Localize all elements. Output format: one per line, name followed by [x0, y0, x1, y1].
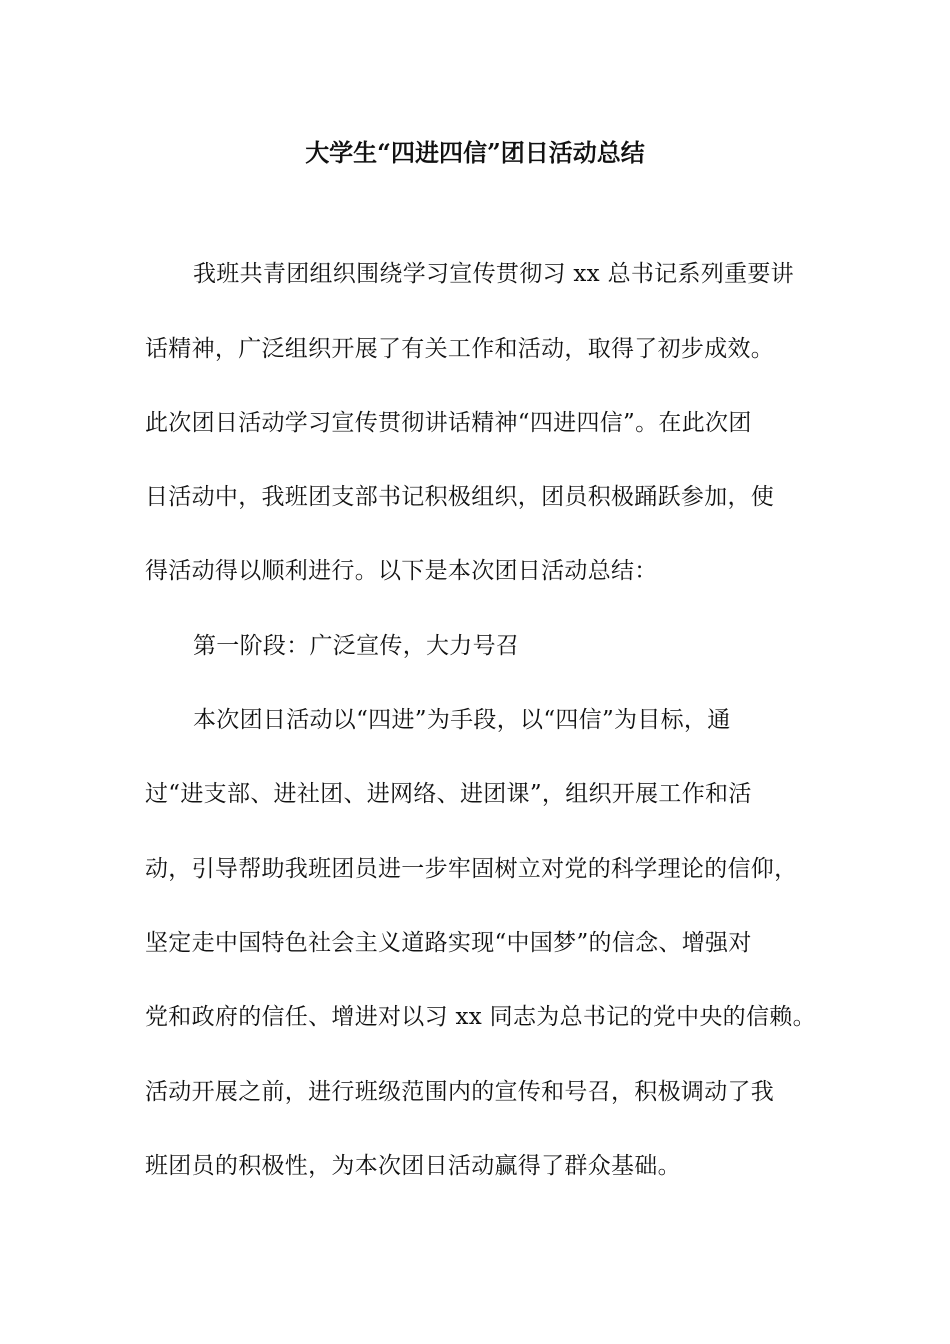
- paragraph-line: 我班共青团组织围绕学习宣传贯彻习 xx 总书记系列重要讲: [193, 261, 794, 287]
- paragraph-line: 党和政府的信任、增进对以习 xx 同志为总书记的党中央的信赖。: [145, 1004, 816, 1030]
- paragraph-line: 本次团日活动以“四进”为手段，以“四信”为目标，通: [193, 707, 731, 733]
- paragraph-line: 话精神，广泛组织开展了有关工作和活动，取得了初步成效。: [145, 336, 775, 362]
- paragraph-line: 活动开展之前，进行班级范围内的宣传和号召，积极调动了我: [145, 1079, 775, 1105]
- paragraph-line: 过“进支部、进社团、进网络、进团课”，组织开展工作和活: [145, 781, 752, 807]
- paragraph-line: 此次团日活动学习宣传贯彻讲话精神“四进四信”。在此次团: [145, 410, 752, 436]
- paragraph-line: 动，引导帮助我班团员进一步牢固树立对党的科学理论的信仰，: [145, 856, 798, 882]
- paragraph-line: 日活动中，我班团支部书记积极组织，团员积极踊跃参加，使: [145, 484, 775, 510]
- paragraph-line: 得活动得以顺利进行。以下是本次团日活动总结：: [145, 558, 658, 584]
- section-heading: 第一阶段：广泛宣传，大力号召: [193, 633, 520, 659]
- document-title: 大学生“四进四信”团日活动总结: [305, 138, 645, 167]
- paragraph-line: 班团员的积极性，为本次团日活动赢得了群众基础。: [145, 1153, 681, 1179]
- paragraph-line: 坚定走中国特色社会主义道路实现“中国梦”的信念、增强对: [145, 930, 752, 956]
